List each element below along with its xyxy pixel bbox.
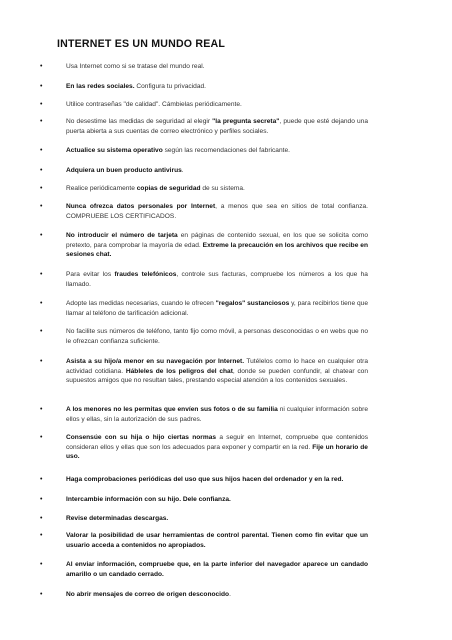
list-item-text [66, 146, 368, 156]
bullet-icon: • [40, 591, 43, 598]
bold-segment: Consensúe con su hija o hijo ciertas normas [66, 434, 217, 441]
text-segment: , a menos que sea en sitios de total confianza. COMPRUEBE LOS CERTIFICADOS. [66, 203, 369, 220]
text-segment: Configura tu privacidad. [134, 83, 207, 90]
bold-segment: A los menores no les permitas que envíen sus fotos o de su familia [66, 406, 278, 413]
bullet-icon: • [40, 83, 43, 90]
text-segment: ni cualquier información sobre ellos y ellas, sin la autorización de sus padres. [66, 406, 369, 423]
list-item-text [66, 202, 368, 221]
bold-segment: Intercambie información con su hijo. Dele confianza. [66, 496, 231, 503]
text-segment: No facilite sus números de teléfono, tanto fijo como móvil, a personas desconocidas o en webs que no le ofrezcan confianza suficiente. [66, 328, 368, 345]
bold-segment: Fije un horario de uso. [66, 443, 368, 461]
bullet-icon: • [40, 101, 43, 108]
list-item-text [66, 405, 368, 424]
text-segment: de su sistema. [200, 185, 245, 192]
list-item-text [66, 475, 368, 485]
list-item-text [66, 62, 368, 72]
bullet-icon: • [40, 118, 43, 125]
text-segment: según las recomendaciones del fabricante. [162, 147, 290, 154]
list-item-text [66, 117, 368, 136]
bullet-icon: • [40, 63, 43, 70]
bold-segment: Haga comprobaciones periódicas del uso que sus hijos hacen del ordenador y en la red. [66, 476, 344, 483]
bold-segment: Extreme la precaución en los archivos que recibe en sesiones chat. [66, 241, 368, 259]
text-segment: , controle sus facturas, compruebe los números a los que ha llamado. [66, 271, 368, 288]
text-segment: No desestime las medidas de seguridad al elegir [66, 118, 213, 125]
bullet-icon: • [40, 203, 43, 210]
text-segment: . [181, 167, 184, 174]
text-segment: , donde se pueden confundir, al chatear con supuestos amigos que no resultan tales, prestando especial atención a los contenidos sexuales. [66, 367, 368, 385]
bold-segment: Actualice su sistema operativo [66, 147, 163, 154]
bullet-icon: • [40, 328, 43, 335]
list-item-text [66, 327, 368, 346]
bullet-icon: • [40, 561, 43, 568]
bold-segment: Valorar la posibilidad de usar herramientas de control parental. Tienen como fin evitar que un usuario acceda a contenidos no apropiados. [66, 532, 368, 549]
list-item-text [66, 82, 368, 92]
list-item-text [66, 270, 368, 289]
bullet-icon: • [40, 358, 43, 365]
list-item-text [66, 560, 368, 579]
text-segment: Utilice contraseñas "de calidad". Cámbielas periódicamente. [66, 101, 242, 108]
bold-segment: Hábleles de los peligros del chat [125, 367, 233, 375]
list-item-text [66, 166, 368, 176]
bold-segment: No abrir mensajes de correo de origen desconocido [66, 591, 230, 598]
text-segment: . [229, 591, 231, 598]
bullet-icon: • [40, 496, 43, 503]
page-title: INTERNET ES UN MUNDO REAL [57, 38, 226, 50]
bold-segment: Al enviar información, compruebe que, en la parte inferior del navegador aparece un candado amarillo o un candado cerrado. [66, 561, 368, 578]
bullet-icon: • [40, 406, 43, 413]
text-segment: Usa Internet como si se tratase del mundo real. [66, 63, 205, 70]
bullet-icon: • [40, 232, 43, 239]
bullet-icon: • [40, 532, 43, 539]
text-segment: Para evitar los [66, 271, 115, 278]
list-item-text [66, 357, 368, 386]
text-segment: en páginas de contenido sexual, en los que se solicita como pretexto, para comprobar la mayoría de edad. [66, 232, 368, 249]
bold-segment: copias de seguridad [136, 185, 201, 192]
bullet-icon: • [40, 147, 43, 154]
bold-segment: "regalos" sustanciosos [215, 300, 290, 307]
text-segment: , puede que esté dejando una puerta abierta a sus cuentas de correo electrónico y perfiles sociales. [66, 118, 368, 135]
bullet-icon: • [40, 476, 43, 483]
list-item-text [66, 231, 368, 260]
bullet-icon: • [40, 434, 43, 441]
list-item-text [66, 514, 368, 524]
bold-segment: Nunca ofrezca datos personales por Internet [66, 203, 216, 210]
list-item-text [66, 495, 368, 505]
text-segment: y, para recibirlos tiene que llamar al teléfono de tarificación adicional. [66, 300, 368, 317]
bullet-icon: • [40, 300, 43, 307]
bullet-icon: • [40, 185, 43, 192]
bold-segment: Revise determinadas descargas. [66, 515, 169, 522]
bold-segment: En las redes sociales. [66, 83, 135, 90]
list-item-text [66, 433, 368, 462]
list-item-text [66, 299, 368, 318]
bullet-icon: • [40, 167, 43, 174]
list-item-text [66, 590, 368, 600]
bullet-icon: • [40, 271, 43, 278]
bullet-icon: • [40, 515, 43, 522]
bold-segment: "la pregunta secreta" [212, 118, 280, 125]
bold-segment: Adquiera un buen producto antivirus [66, 167, 182, 174]
bold-segment: fraudes telefónicos [114, 271, 177, 278]
list-item-text [66, 184, 368, 194]
list-item-text [66, 531, 368, 550]
text-segment: Realice periódicamente [66, 185, 137, 192]
text-segment: Tutélelos como lo hace en cualquier otra actividad cotidiana. [66, 358, 368, 375]
text-segment: a seguir en Internet, compruebe que contenidos consideran ellos y ellas que son los adecuados para exponer y compartir en la red. [66, 434, 368, 451]
bold-segment: Asista a su hijo/a menor en su navegación por Internet. [66, 358, 245, 365]
list-item-text [66, 100, 368, 110]
text-segment: Adopte las medidas necesarias, cuando le ofrecen [66, 300, 216, 307]
bold-segment: No introducir el número de tarjeta [66, 232, 178, 239]
